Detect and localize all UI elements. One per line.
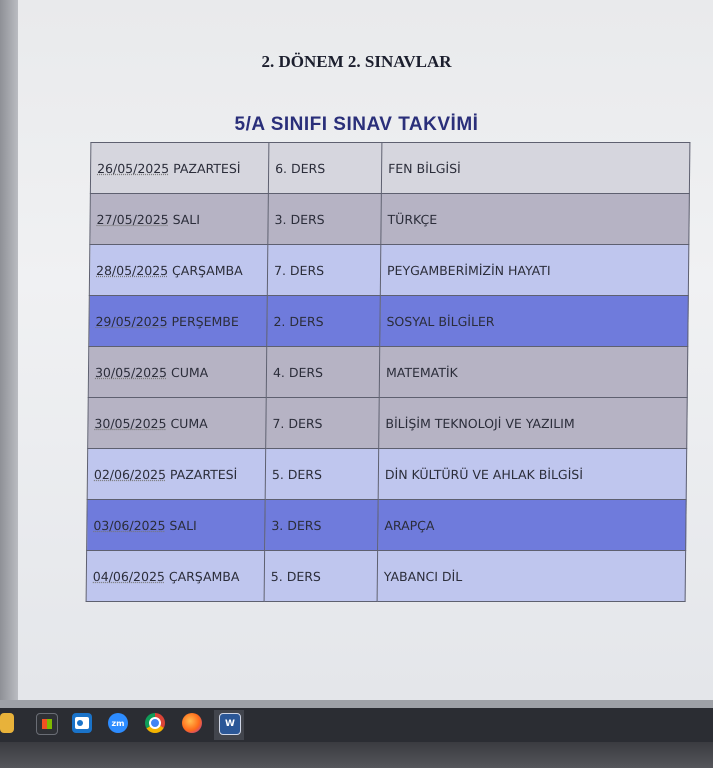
microsoft-store-icon[interactable] xyxy=(36,713,58,735)
day-text: PERŞEMBE xyxy=(171,313,239,329)
date-text: 27/05/2025 xyxy=(96,211,169,227)
subject-cell[interactable]: DİN KÜLTÜRÜ VE AHLAK BİLGİSİ xyxy=(378,449,687,500)
date-text: 30/05/2025 xyxy=(94,415,167,431)
table-row xyxy=(86,551,686,602)
subject-cell[interactable]: YABANCI DİL xyxy=(377,551,686,602)
subject-cell[interactable]: FEN BİLGİSİ xyxy=(381,143,690,194)
table-row xyxy=(90,194,690,245)
document-title: 5/A SINIFI SINAV TAKVİMİ xyxy=(234,114,479,135)
date-cell[interactable] xyxy=(89,245,268,296)
date-cell[interactable] xyxy=(89,296,268,347)
lesson-cell[interactable]: 2. DERS xyxy=(267,296,381,347)
date-cell[interactable] xyxy=(86,551,265,602)
date-cell[interactable] xyxy=(87,449,266,500)
date-cell[interactable] xyxy=(90,194,269,245)
day-text: CUMA xyxy=(170,364,209,380)
lesson-cell[interactable]: 6. DERS xyxy=(268,143,382,194)
date-cell[interactable] xyxy=(88,347,267,398)
lesson-cell[interactable]: 3. DERS xyxy=(265,500,379,551)
day-text: ÇARŞAMBA xyxy=(168,568,240,584)
lesson-cell[interactable]: 5. DERS xyxy=(264,551,378,602)
subject-cell[interactable]: MATEMATİK xyxy=(379,347,688,398)
lesson-cell[interactable]: 7. DERS xyxy=(267,245,381,296)
lesson-cell[interactable]: 3. DERS xyxy=(268,194,382,245)
day-text: PAZARTESİ xyxy=(173,160,241,176)
table-row xyxy=(88,347,688,398)
date-text: 03/06/2025 xyxy=(93,517,166,533)
file-explorer-icon[interactable] xyxy=(0,713,14,733)
date-text: 28/05/2025 xyxy=(95,262,169,278)
subject-cell[interactable]: PEYGAMBERİMİZİN HAYATI xyxy=(380,245,689,296)
subject-cell[interactable]: SOSYAL BİLGİLER xyxy=(380,296,689,347)
date-text: 02/06/2025 xyxy=(93,466,167,482)
outlook-icon[interactable] xyxy=(72,713,92,733)
lesson-cell[interactable]: 5. DERS xyxy=(265,449,379,500)
date-cell[interactable] xyxy=(88,398,267,449)
taskbar xyxy=(0,708,713,742)
document-heading: 2. DÖNEM 2. SINAVLAR xyxy=(261,52,452,71)
subject-cell[interactable]: TÜRKÇE xyxy=(381,194,690,245)
table-row xyxy=(89,296,689,347)
day-text: CUMA xyxy=(170,415,208,431)
date-text: 26/05/2025 xyxy=(97,160,170,176)
date-text: 04/06/2025 xyxy=(92,568,165,584)
date-cell[interactable] xyxy=(90,143,269,194)
day-text: PAZARTESİ xyxy=(169,466,238,482)
table-row xyxy=(87,449,687,500)
date-text: 30/05/2025 xyxy=(94,364,168,380)
exam-schedule-table-wrapper xyxy=(86,142,691,602)
monitor-bottom-bezel xyxy=(0,742,713,768)
lesson-cell[interactable]: 7. DERS xyxy=(266,398,380,449)
day-text: ÇARŞAMBA xyxy=(172,262,243,278)
subject-cell[interactable]: ARAPÇA xyxy=(378,500,687,551)
firefox-icon[interactable] xyxy=(182,713,202,733)
subject-cell[interactable]: BİLİŞİM TEKNOLOJİ VE YAZILIM xyxy=(379,398,688,449)
day-text: SALI xyxy=(169,517,197,533)
table-row xyxy=(87,500,687,551)
date-text: 29/05/2025 xyxy=(95,313,168,329)
exam-schedule-table xyxy=(86,142,691,602)
table-row xyxy=(88,398,688,449)
day-text: SALI xyxy=(172,211,201,227)
zoom-icon[interactable]: zm xyxy=(108,713,128,733)
table-row xyxy=(90,143,690,194)
word-icon[interactable]: W xyxy=(219,713,241,735)
table-row xyxy=(89,245,689,296)
chrome-icon[interactable] xyxy=(145,713,165,733)
lesson-cell[interactable]: 4. DERS xyxy=(266,347,380,398)
date-cell[interactable] xyxy=(87,500,266,551)
